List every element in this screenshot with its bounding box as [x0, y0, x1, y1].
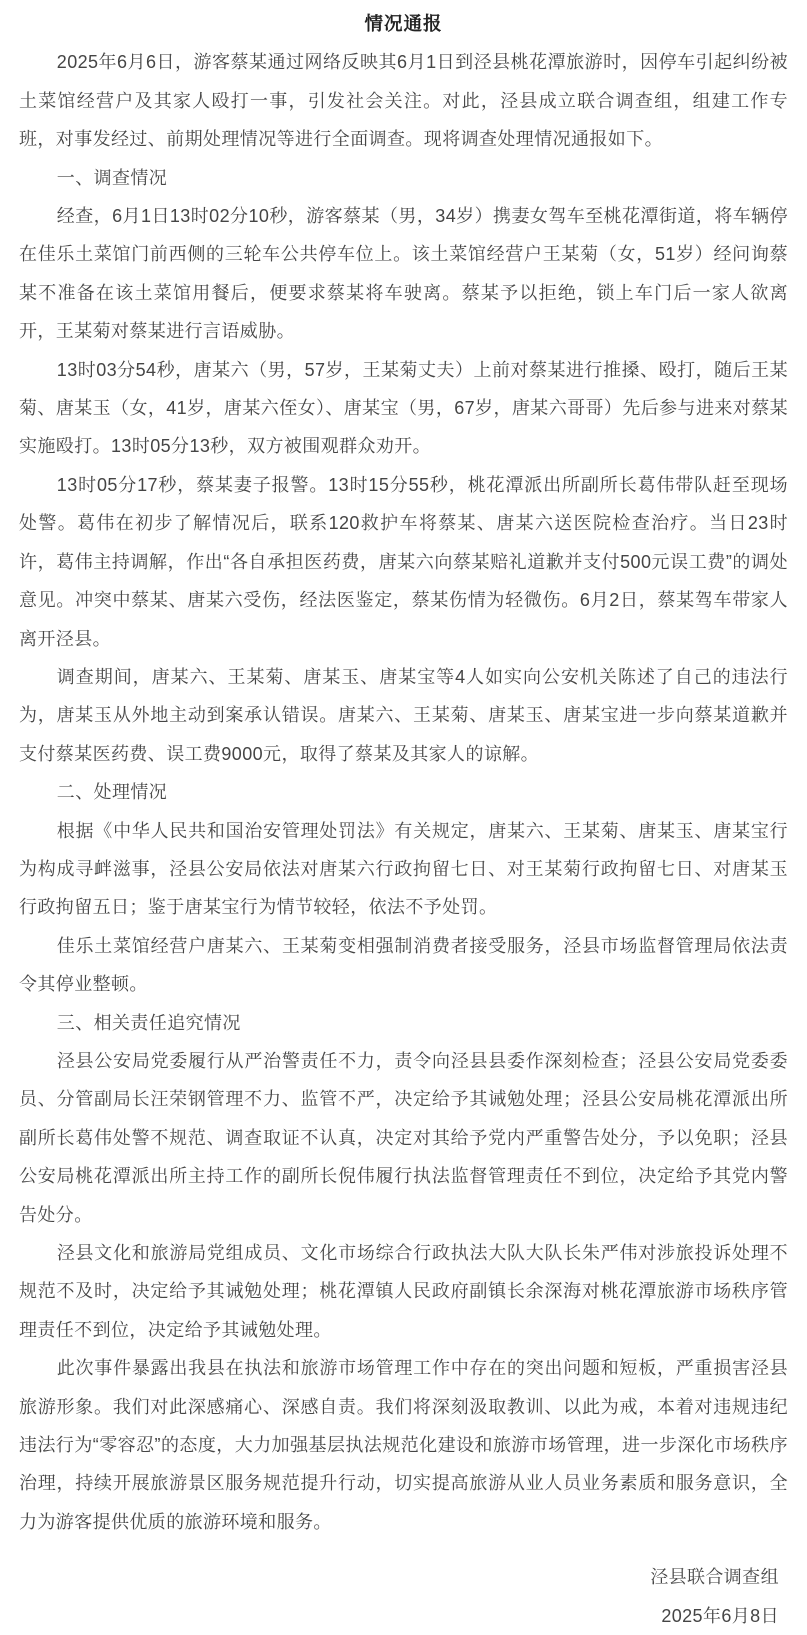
paragraph-police-response: 13时05分17秒，蔡某妻子报警。13时15分55秒，桃花潭派出所副所长葛伟带队赶至现场处警。葛伟在初步了解情况后，联系120救护车将蔡某、唐某六送医院检查治疗。当日23时许，葛伟主持调解，作出“各自承担医药费，唐某六向蔡某赔礼道歉并支付500元误工费”的调处意见。冲突中蔡某、唐某六受伤，经法医鉴定，蔡某伤情为轻微伤。6月2日，蔡某驾车带家人离开泾县。 — [19, 474, 788, 649]
signature-organization: 泾县联合调查组 — [650, 1567, 779, 1588]
paragraph-business-suspension: 佳乐土菜馆经营户唐某六、王某菊变相强制消费者接受服务，泾县市场监督管理局依法责令其停业整顿。 — [19, 935, 788, 995]
paragraph-police-accountability: 泾县公安局党委履行从严治警责任不力，责令向泾县县委作深刻检查；泾县公安局党委委员、分管副局长汪荣钢管理不力、监管不严，决定给予其诫勉处理；泾县公安局桃花潭派出所副所长葛伟处警不规范、调查取证不认真，决定对其给予党内严重警告处分，予以免职；泾县公安局桃花潭派出所主持工作的副所长倪伟履行执法监督管理责任不到位，决定给予其党内警告处分。 — [19, 1050, 788, 1225]
paragraph-tourism-accountability: 泾县文化和旅游局党组成员、文化市场综合行政执法大队大队长朱严伟对涉旅投诉处理不规范不及时，决定给予其诫勉处理；桃花潭镇人民政府副镇长余深海对桃花潭旅游市场秩序管理责任不到位，决定给予其诫勉处理。 — [19, 1243, 788, 1340]
section-heading-accountability: 三、相关责任追究情况 — [56, 1012, 241, 1033]
page-title: 情况通报 — [364, 13, 443, 34]
signature-block — [19, 1558, 788, 1635]
paragraph-intro: 2025年6月6日，游客蔡某通过网络反映其6月1日到泾县桃花潭旅游时，因停车引起纠纷被土菜馆经营户及其家人殴打一事，引发社会关注。对此，泾县成立联合调查组，组建工作专班，对事发经过、前期处理情况等进行全面调查。现将调查处理情况通报如下。 — [19, 52, 788, 150]
paragraph-apology-compensation: 调查期间，唐某六、王某菊、唐某玉、唐某宝等4人如实向公安机关陈述了自己的违法行为，唐某玉从外地主动到案承认错误。唐某六、王某菊、唐某玉、唐某宝进一步向蔡某道歉并支付蔡某医药费、误工费9000元，取得了蔡某及其家人的谅解。 — [19, 666, 788, 764]
signature-date: 2025年6月8日 — [661, 1605, 779, 1626]
paragraph-detention-penalties: 根据《中华人民共和国治安管理处罚法》有关规定，唐某六、王某菊、唐某玉、唐某宝行为构成寻衅滋事，泾县公安局依法对唐某六行政拘留七日、对王某菊行政拘留七日、对唐某玉行政拘留五日；鉴于唐某宝行为情节较轻，依法不予处罚。 — [19, 820, 788, 918]
paragraph-conclusion: 此次事件暴露出我县在执法和旅游市场管理工作中存在的突出问题和短板，严重损害泾县旅游形象。我们对此深感痛心、深感自责。我们将深刻汲取教训、以此为戒，本着对违规违纪违法行为“零容忍”的态度，大力加强基层执法规范化建设和旅游市场管理，进一步深化市场秩序治理，持续开展旅游景区服务规范提升行动，切实提高旅游从业人员业务素质和服务意识，全力为游客提供优质的旅游环境和服务。 — [19, 1358, 788, 1532]
paragraph-assault: 13时03分54秒，唐某六（男，57岁，王某菊丈夫）上前对蔡某进行推搡、殴打，随后王某菊、唐某玉（女，41岁，唐某六侄女）、唐某宝（男，67岁，唐某六哥哥）先后参与进来对蔡某实施殴打。13时05分13秒，双方被围观群众劝开。 — [19, 359, 788, 457]
section-heading-investigation: 一、调查情况 — [56, 167, 168, 188]
section-heading-handling: 二、处理情况 — [56, 782, 168, 803]
paragraph-parking-dispute: 经查，6月1日13时02分10秒，游客蔡某（男，34岁）携妻女驾车至桃花潭街道，将车辆停在佳乐土菜馆门前西侧的三轮车公共停车位上。该土菜馆经营户王某菊（女，51岁）经问询蔡某不准备在该土菜馆用餐后，便要求蔡某将车驶离。蔡某予以拒绝，锁上车门后一家人欲离开，王某菊对蔡某进行言语威胁。 — [19, 206, 788, 342]
